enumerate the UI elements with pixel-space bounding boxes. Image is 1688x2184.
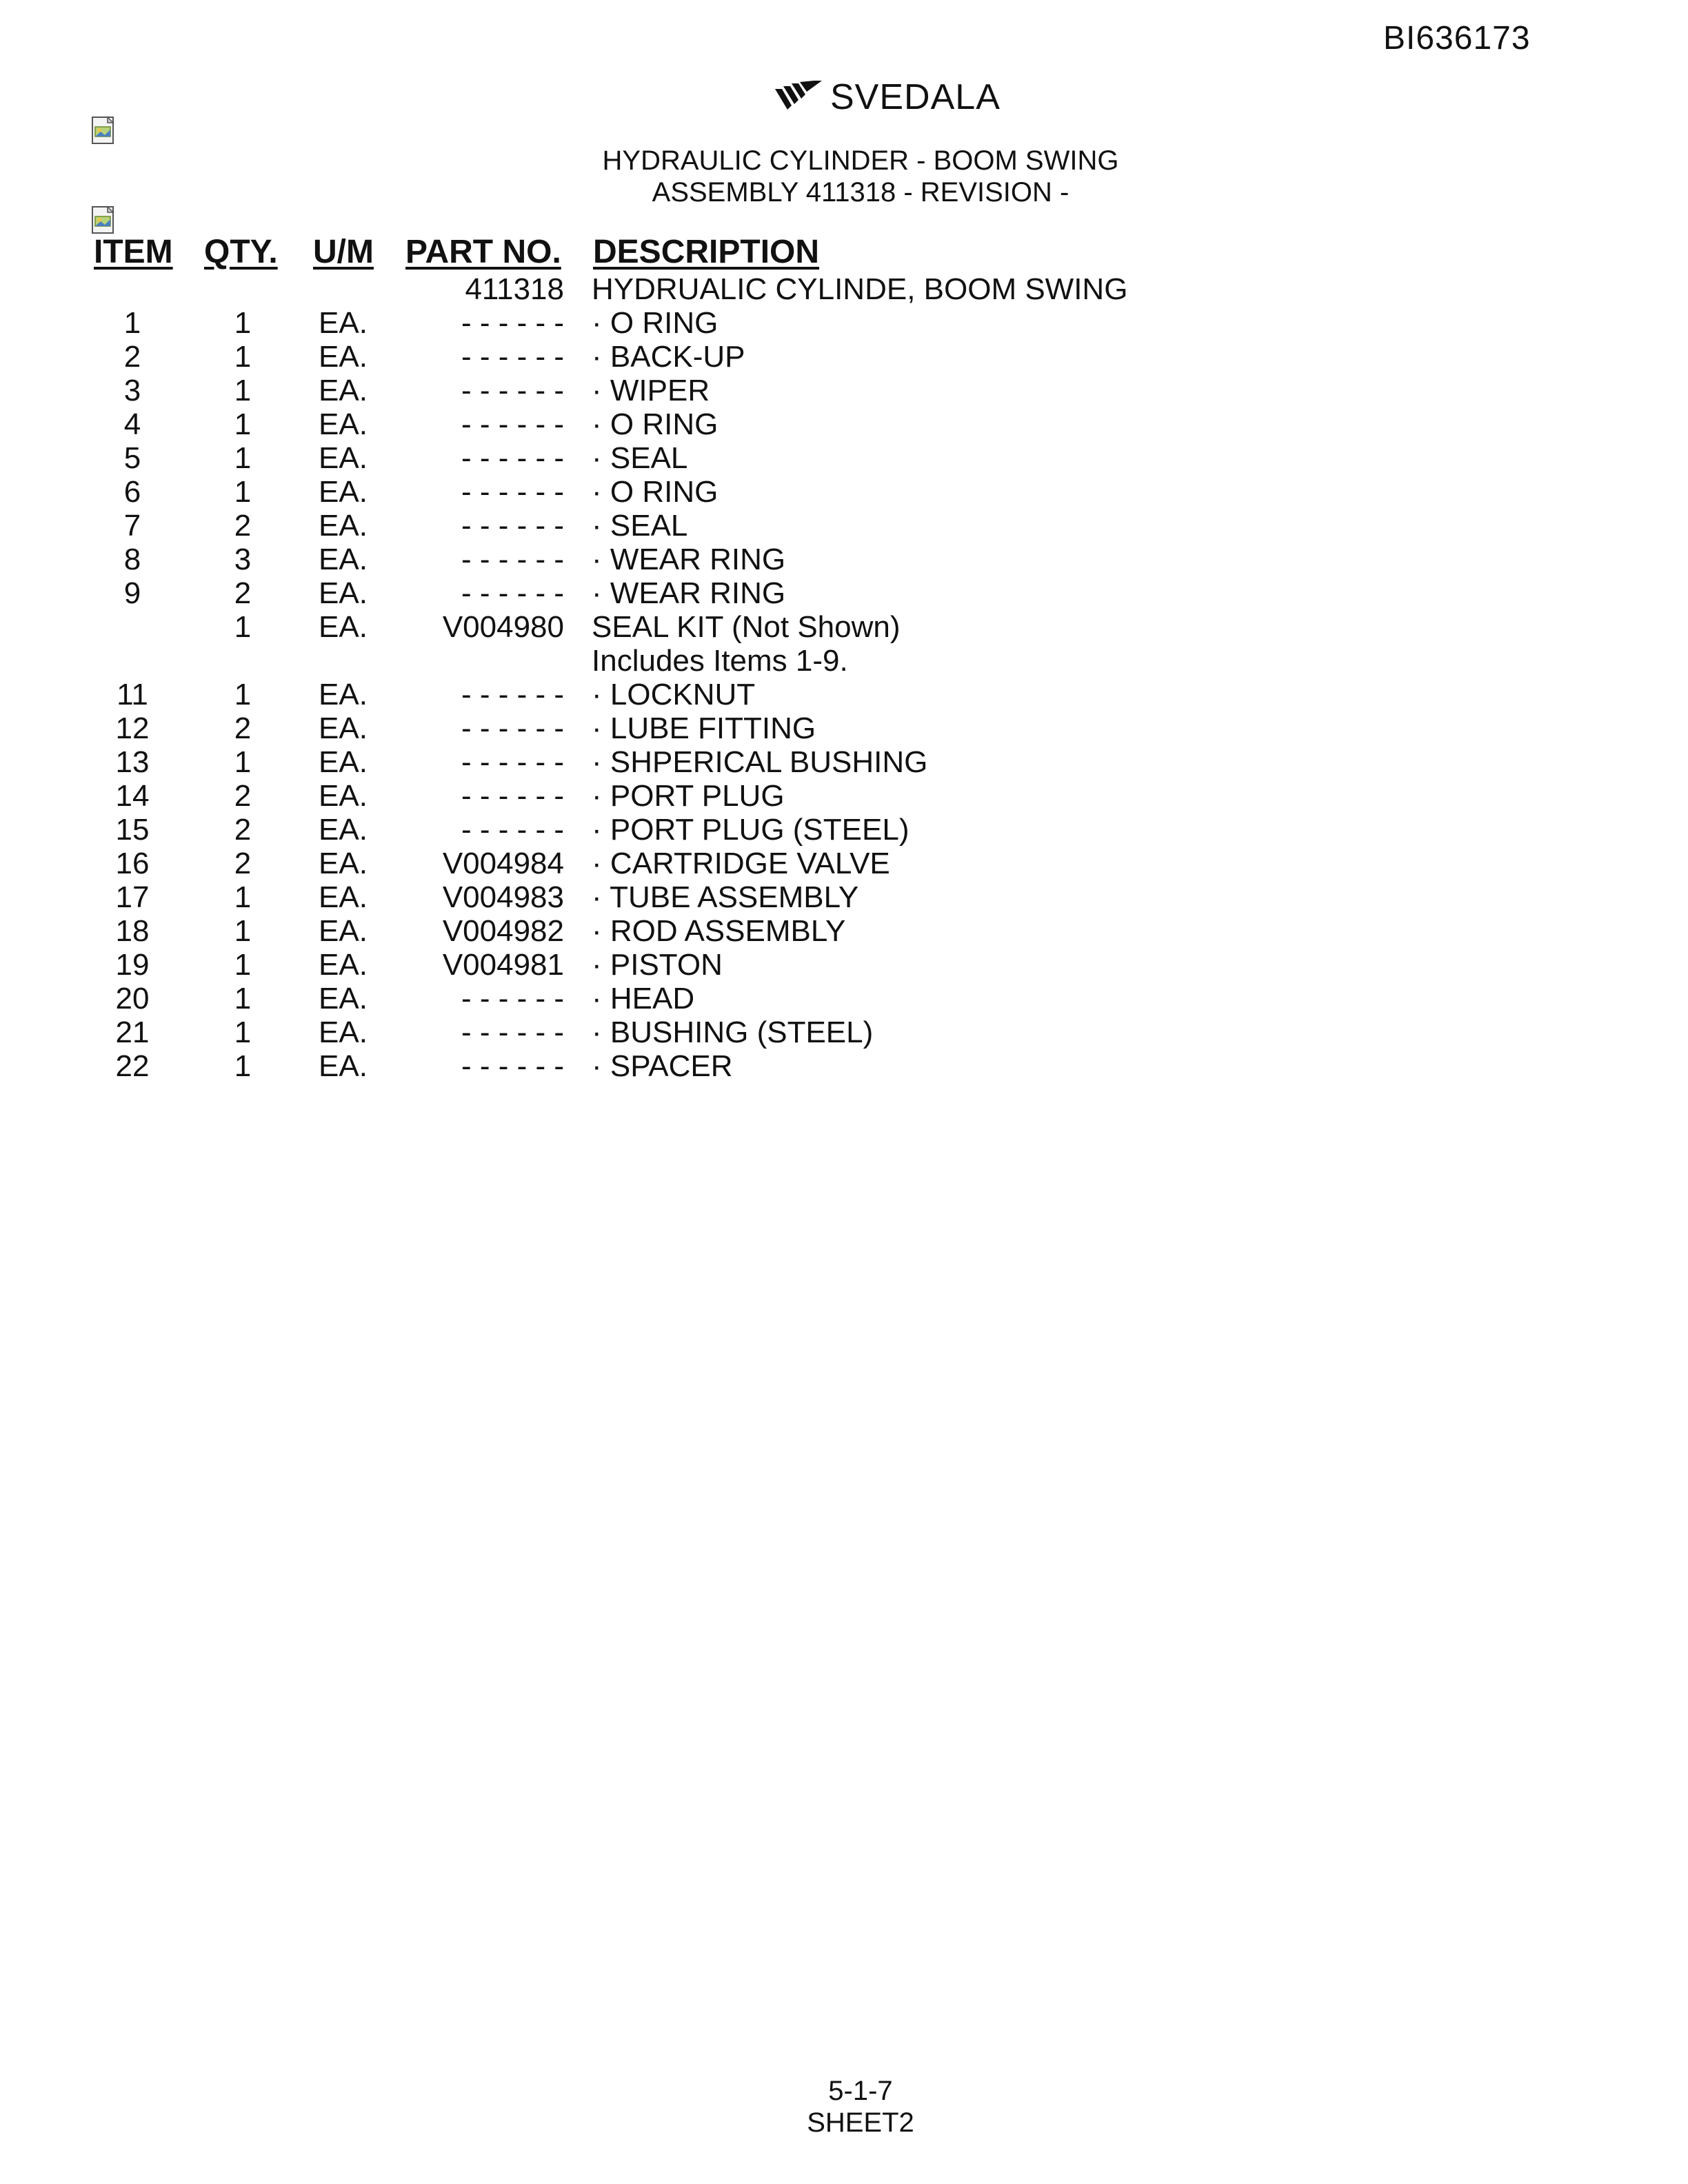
um-cell: EA.	[319, 306, 368, 340]
part-no-cell: - - - - - -	[461, 711, 564, 745]
part-no-cell: V004980	[442, 610, 564, 644]
column-header-qty: QTY.	[204, 234, 278, 270]
broken-image-icon	[90, 116, 120, 146]
description-cell: · TUBE ASSEMBLY	[592, 880, 859, 914]
description-cell: · BUSHING (STEEL)	[592, 1015, 874, 1049]
page-footer	[0, 2075, 1688, 2138]
brand-logo	[774, 76, 1001, 119]
table-row	[0, 543, 1688, 576]
item-cell: 22	[115, 1049, 150, 1083]
part-no-cell: 411318	[465, 272, 564, 306]
table-row	[0, 745, 1688, 779]
document-id: BI636173	[1383, 20, 1531, 57]
table-row	[0, 644, 1688, 678]
um-cell: EA.	[319, 914, 368, 948]
description-cell: · O RING	[592, 407, 719, 441]
qty-cell: 2	[234, 509, 252, 543]
qty-cell: 1	[234, 1015, 252, 1049]
qty-cell: 1	[234, 407, 252, 441]
table-row	[0, 576, 1688, 610]
qty-cell: 2	[234, 813, 252, 847]
um-cell: EA.	[319, 374, 368, 407]
page-reference: 5-1-7	[828, 2076, 893, 2106]
part-no-cell: V004983	[442, 880, 564, 914]
brand-name: SVEDALA	[830, 77, 1001, 117]
item-cell: 19	[115, 948, 150, 982]
qty-cell: 1	[234, 678, 252, 711]
qty-cell: 1	[234, 340, 252, 374]
item-cell: 18	[115, 914, 150, 948]
part-no-cell: - - - - - -	[461, 745, 564, 779]
part-no-cell: - - - - - -	[461, 374, 564, 407]
item-cell: 2	[123, 340, 141, 374]
description-cell: · O RING	[592, 306, 719, 340]
part-no-cell: - - - - - -	[461, 475, 564, 509]
um-cell: EA.	[319, 813, 368, 847]
part-no-cell: - - - - - -	[461, 982, 564, 1015]
column-header-description: DESCRIPTION	[593, 234, 820, 270]
column-header-item: ITEM	[94, 234, 173, 270]
description-cell: · WIPER	[592, 374, 710, 407]
um-cell: EA.	[319, 711, 368, 745]
um-cell: EA.	[319, 441, 368, 475]
um-cell: EA.	[319, 745, 368, 779]
table-row	[0, 1015, 1688, 1049]
part-no-cell: - - - - - -	[461, 1015, 564, 1049]
table-row	[0, 847, 1688, 880]
document-title	[0, 145, 1688, 208]
item-cell: 6	[123, 475, 141, 509]
table-row	[0, 982, 1688, 1015]
qty-cell: 1	[234, 745, 252, 779]
um-cell: EA.	[319, 407, 368, 441]
um-cell: EA.	[319, 340, 368, 374]
um-cell: EA.	[319, 576, 368, 610]
item-cell: 9	[123, 576, 141, 610]
description-cell: · PISTON	[592, 948, 723, 982]
qty-cell: 1	[234, 610, 252, 644]
um-cell: EA.	[319, 880, 368, 914]
item-cell: 5	[123, 441, 141, 475]
part-no-cell: - - - - - -	[461, 779, 564, 813]
item-cell: 13	[115, 745, 150, 779]
item-cell: 11	[117, 678, 148, 711]
item-cell: 14	[115, 779, 150, 813]
table-row	[0, 374, 1688, 407]
table-row	[0, 407, 1688, 441]
qty-cell: 1	[234, 441, 252, 475]
part-no-cell: - - - - - -	[461, 407, 564, 441]
qty-cell: 1	[234, 306, 252, 340]
part-no-cell: V004982	[442, 914, 564, 948]
description-cell: · O RING	[592, 475, 719, 509]
qty-cell: 1	[234, 982, 252, 1015]
qty-cell: 1	[234, 1049, 252, 1083]
um-cell: EA.	[319, 610, 368, 644]
part-no-cell: - - - - - -	[461, 678, 564, 711]
table-row	[0, 441, 1688, 475]
um-cell: EA.	[319, 678, 368, 711]
description-cell: · BACK-UP	[592, 340, 745, 374]
table-row	[0, 475, 1688, 509]
um-cell: EA.	[319, 779, 368, 813]
qty-cell: 1	[234, 880, 252, 914]
column-header-um: U/M	[313, 234, 374, 270]
part-no-cell: - - - - - -	[461, 813, 564, 847]
um-cell: EA.	[319, 509, 368, 543]
qty-cell: 1	[234, 374, 252, 407]
item-cell: 12	[115, 711, 150, 745]
table-row	[0, 678, 1688, 711]
item-cell: 4	[123, 407, 141, 441]
table-row	[0, 509, 1688, 543]
description-cell: · HEAD	[592, 982, 695, 1015]
part-no-cell: - - - - - -	[461, 1049, 564, 1083]
item-cell: 17	[115, 880, 150, 914]
description-cell: HYDRUALIC CYLINDE, BOOM SWING	[592, 272, 1128, 306]
um-cell: EA.	[319, 1015, 368, 1049]
part-no-cell: - - - - - -	[461, 441, 564, 475]
description-cell: · PORT PLUG	[592, 779, 785, 813]
table-row	[0, 914, 1688, 948]
description-cell: · SHPERICAL BUSHING	[592, 745, 928, 779]
um-cell: EA.	[319, 982, 368, 1015]
item-cell: 16	[115, 847, 150, 880]
description-cell: SEAL KIT (Not Shown)	[592, 610, 901, 644]
table-row	[0, 306, 1688, 340]
qty-cell: 2	[234, 711, 252, 745]
qty-cell: 2	[234, 576, 252, 610]
description-cell: · SEAL	[592, 509, 688, 543]
table-row	[0, 340, 1688, 374]
item-cell: 15	[115, 813, 150, 847]
parts-list	[0, 272, 1688, 1083]
table-row	[0, 711, 1688, 745]
title-line-1: HYDRAULIC CYLINDER - BOOM SWING	[602, 145, 1119, 176]
table-row	[0, 272, 1688, 306]
item-cell: 1	[123, 306, 141, 340]
description-cell: · LOCKNUT	[592, 678, 756, 711]
title-line-2: ASSEMBLY 411318 - REVISION -	[652, 177, 1069, 208]
description-cell: · SPACER	[592, 1049, 733, 1083]
table-row	[0, 779, 1688, 813]
um-cell: EA.	[319, 1049, 368, 1083]
item-cell: 21	[115, 1015, 150, 1049]
description-cell: · CARTRIDGE VALVE	[592, 847, 890, 880]
part-no-cell: - - - - - -	[461, 306, 564, 340]
description-cell: · WEAR RING	[592, 576, 786, 610]
table-row	[0, 880, 1688, 914]
svedala-v-mark-icon	[774, 79, 826, 115]
um-cell: EA.	[319, 948, 368, 982]
description-cell: · LUBE FITTING	[592, 711, 816, 745]
part-no-cell: - - - - - -	[461, 576, 564, 610]
description-cell: · PORT PLUG (STEEL)	[592, 813, 910, 847]
broken-image-icon	[90, 205, 120, 236]
part-no-cell: - - - - - -	[461, 509, 564, 543]
part-no-cell: - - - - - -	[461, 340, 564, 374]
description-cell: · WEAR RING	[592, 543, 786, 576]
item-cell: 7	[123, 509, 141, 543]
um-cell: EA.	[319, 475, 368, 509]
item-cell: 20	[115, 982, 150, 1015]
table-row	[0, 1049, 1688, 1083]
table-row	[0, 610, 1688, 644]
description-cell: Includes Items 1-9.	[592, 644, 848, 678]
table-row	[0, 813, 1688, 847]
part-no-cell: V004984	[442, 847, 564, 880]
description-cell: · ROD ASSEMBLY	[592, 914, 846, 948]
qty-cell: 1	[234, 475, 252, 509]
part-no-cell: - - - - - -	[461, 543, 564, 576]
qty-cell: 2	[234, 779, 252, 813]
qty-cell: 1	[234, 914, 252, 948]
column-header-part-no: PART NO.	[405, 234, 561, 270]
sheet-label: SHEET2	[807, 2107, 914, 2138]
um-cell: EA.	[319, 847, 368, 880]
description-cell: · SEAL	[592, 441, 688, 475]
item-cell: 8	[123, 543, 141, 576]
table-row	[0, 948, 1688, 982]
qty-cell: 2	[234, 847, 252, 880]
um-cell: EA.	[319, 543, 368, 576]
part-no-cell: V004981	[442, 948, 564, 982]
qty-cell: 3	[234, 543, 252, 576]
qty-cell: 1	[234, 948, 252, 982]
item-cell: 3	[123, 374, 141, 407]
